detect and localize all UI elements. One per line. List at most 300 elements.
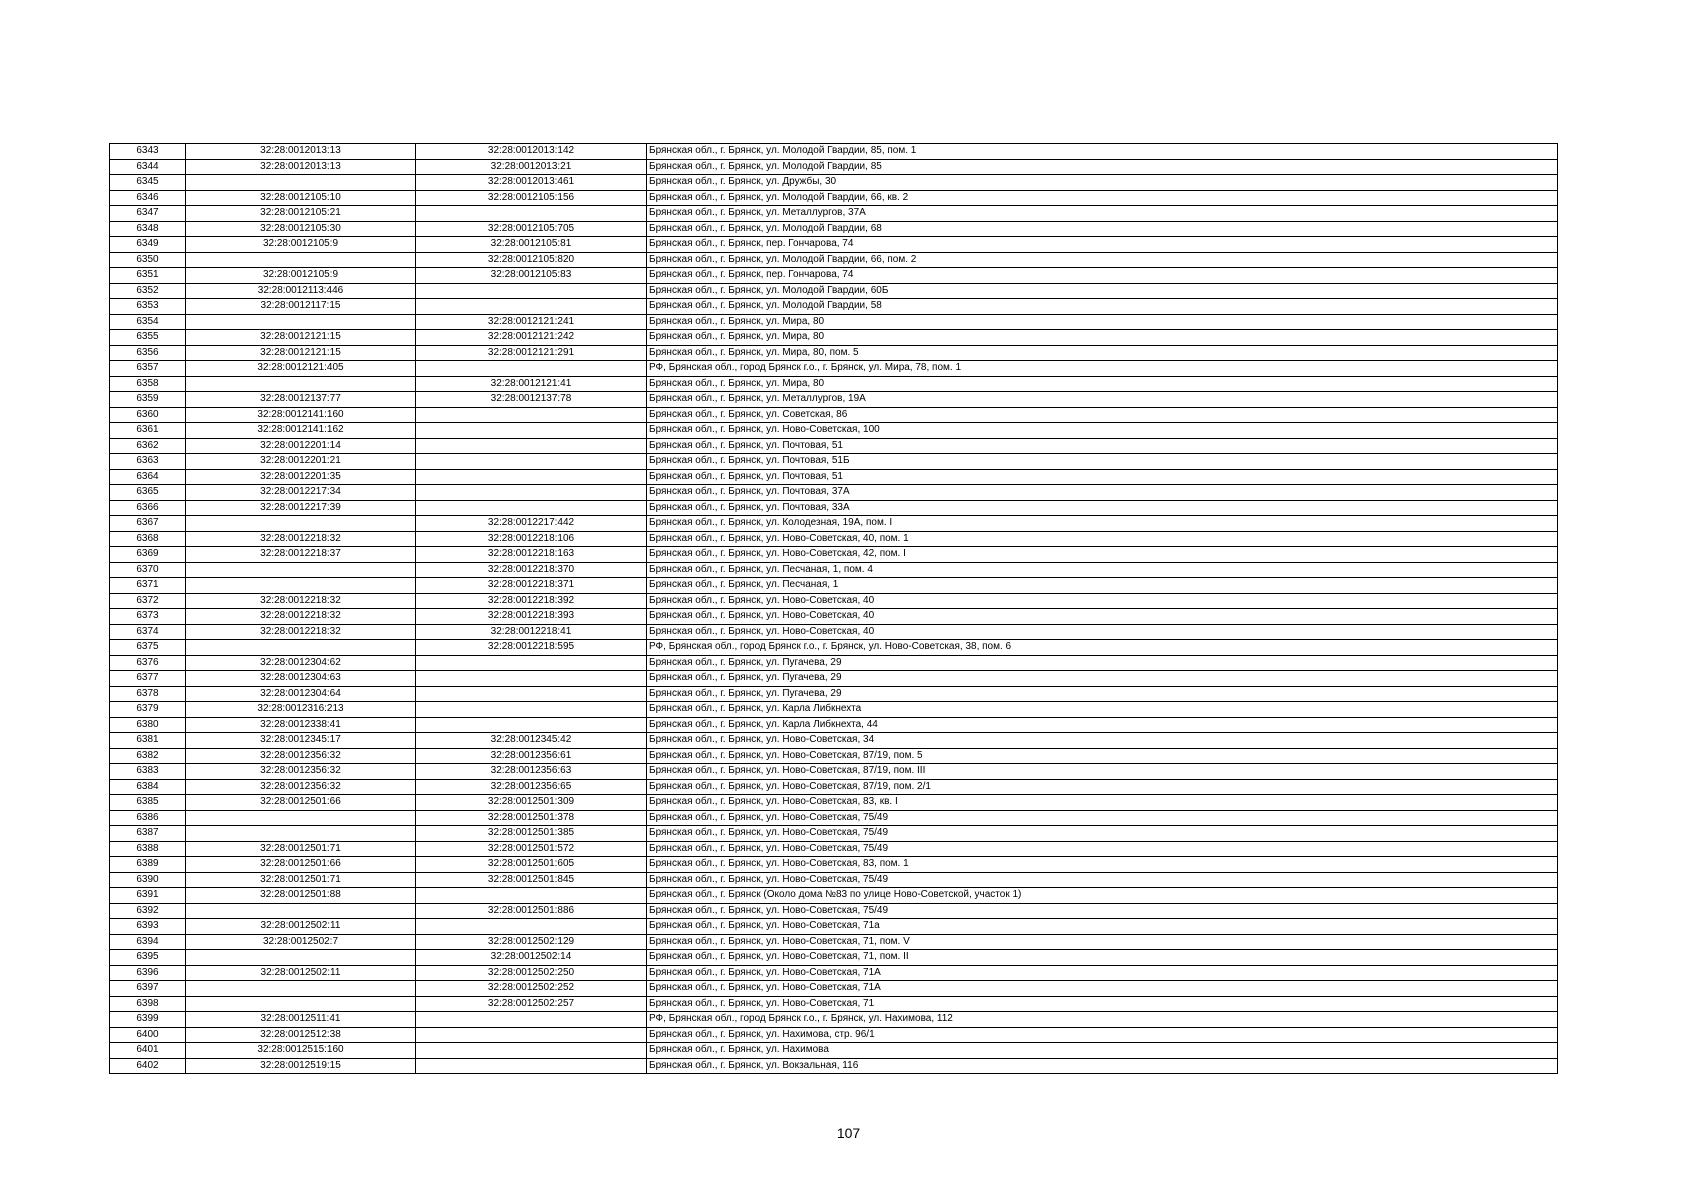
cadastral-number-primary: 32:28:0012515:160 bbox=[186, 1043, 416, 1059]
cadastral-number-primary: 32:28:0012501:66 bbox=[186, 795, 416, 811]
cadastral-number-primary: 32:28:0012121:15 bbox=[186, 330, 416, 346]
cadastral-number-primary: 32:28:0012218:32 bbox=[186, 624, 416, 640]
cadastral-number-primary bbox=[186, 950, 416, 966]
table-row bbox=[110, 996, 1558, 1012]
cadastral-number-secondary: 32:28:0012345:42 bbox=[416, 733, 647, 749]
table-row bbox=[110, 1058, 1558, 1074]
cadastral-number-secondary bbox=[416, 1058, 647, 1074]
table-row bbox=[110, 981, 1558, 997]
cadastral-number-secondary: 32:28:0012217:442 bbox=[416, 516, 647, 532]
address-cell: Брянская обл., г. Брянск, ул. Ново-Советская, 83, пом. 1 bbox=[647, 857, 1558, 873]
cadastral-number-secondary bbox=[416, 717, 647, 733]
cadastral-number-secondary bbox=[416, 361, 647, 377]
cadastral-number-primary: 32:28:0012218:32 bbox=[186, 531, 416, 547]
table-row bbox=[110, 159, 1558, 175]
address-cell: Брянская обл., г. Брянск, ул. Молодой Гвардии, 85 bbox=[647, 159, 1558, 175]
cadastral-number-primary: 32:28:0012304:64 bbox=[186, 686, 416, 702]
address-cell: Брянская обл., г. Брянск, ул. Молодой Гвардии, 66, пом. 2 bbox=[647, 252, 1558, 268]
cadastral-number-primary bbox=[186, 175, 416, 191]
address-cell: Брянская обл., г. Брянск, ул. Советская, 86 bbox=[647, 407, 1558, 423]
cadastral-number-secondary: 32:28:0012501:378 bbox=[416, 810, 647, 826]
address-cell: Брянская обл., г. Брянск, ул. Пугачева, 29 bbox=[647, 655, 1558, 671]
cadastral-number-secondary: 32:28:0012502:250 bbox=[416, 965, 647, 981]
table-row bbox=[110, 283, 1558, 299]
row-number: 6356 bbox=[110, 345, 186, 361]
row-number: 6361 bbox=[110, 423, 186, 439]
cadastral-number-primary bbox=[186, 826, 416, 842]
row-number: 6372 bbox=[110, 593, 186, 609]
address-cell: Брянская обл., г. Брянск, ул. Ново-Советская, 87/19, пом. 2/1 bbox=[647, 779, 1558, 795]
address-cell: Брянская обл., г. Брянск, ул. Нахимова, стр. 96/1 bbox=[647, 1027, 1558, 1043]
cadastral-number-secondary: 32:28:0012502:129 bbox=[416, 934, 647, 950]
cadastral-number-primary: 32:28:0012121:405 bbox=[186, 361, 416, 377]
table-row bbox=[110, 686, 1558, 702]
address-cell: Брянская обл., г. Брянск, ул. Ново-Советская, 40, пом. 1 bbox=[647, 531, 1558, 547]
row-number: 6353 bbox=[110, 299, 186, 315]
cadastral-number-primary: 32:28:0012304:63 bbox=[186, 671, 416, 687]
cadastral-number-secondary: 32:28:0012501:385 bbox=[416, 826, 647, 842]
cadastral-number-secondary: 32:28:0012105:156 bbox=[416, 190, 647, 206]
cadastral-number-secondary: 32:28:0012218:393 bbox=[416, 609, 647, 625]
cadastral-number-secondary: 32:28:0012121:241 bbox=[416, 314, 647, 330]
row-number: 6389 bbox=[110, 857, 186, 873]
row-number: 6349 bbox=[110, 237, 186, 253]
table-row bbox=[110, 376, 1558, 392]
address-cell: Брянская обл., г. Брянск, ул. Ново-Советская, 71 bbox=[647, 996, 1558, 1012]
table-row bbox=[110, 407, 1558, 423]
address-cell: Брянская обл., г. Брянск, ул. Мира, 80 bbox=[647, 376, 1558, 392]
cadastral-number-primary: 32:28:0012201:35 bbox=[186, 469, 416, 485]
row-number: 6350 bbox=[110, 252, 186, 268]
address-cell: Брянская обл., г. Брянск, ул. Карла Либкнехта bbox=[647, 702, 1558, 718]
row-number: 6357 bbox=[110, 361, 186, 377]
cadastral-number-secondary bbox=[416, 702, 647, 718]
row-number: 6379 bbox=[110, 702, 186, 718]
table-row bbox=[110, 562, 1558, 578]
cadastral-number-secondary: 32:28:0012137:78 bbox=[416, 392, 647, 408]
table-row bbox=[110, 206, 1558, 222]
address-cell: Брянская обл., г. Брянск, ул. Ново-Советская, 71А bbox=[647, 965, 1558, 981]
cadastral-number-secondary: 32:28:0012121:41 bbox=[416, 376, 647, 392]
cadastral-number-secondary: 32:28:0012105:81 bbox=[416, 237, 647, 253]
address-cell: Брянская обл., г. Брянск, ул. Дружбы, 30 bbox=[647, 175, 1558, 191]
cadastral-number-secondary: 32:28:0012502:257 bbox=[416, 996, 647, 1012]
cadastral-number-secondary: 32:28:0012105:83 bbox=[416, 268, 647, 284]
table-row bbox=[110, 671, 1558, 687]
cadastral-number-secondary bbox=[416, 686, 647, 702]
address-cell: Брянская обл., г. Брянск, ул. Ново-Советская, 87/19, пом. 5 bbox=[647, 748, 1558, 764]
address-cell: Брянская обл., г. Брянск, ул. Ново-Советская, 71, пом. II bbox=[647, 950, 1558, 966]
address-cell: Брянская обл., г. Брянск, ул. Почтовая, 37А bbox=[647, 485, 1558, 501]
address-cell: Брянская обл., г. Брянск, ул. Пугачева, 29 bbox=[647, 671, 1558, 687]
row-number: 6388 bbox=[110, 841, 186, 857]
table-row bbox=[110, 237, 1558, 253]
table-row bbox=[110, 934, 1558, 950]
table-row bbox=[110, 950, 1558, 966]
row-number: 6390 bbox=[110, 872, 186, 888]
table-row bbox=[110, 795, 1558, 811]
row-number: 6364 bbox=[110, 469, 186, 485]
address-cell: Брянская обл., г. Брянск, ул. Ново-Советская, 40 bbox=[647, 609, 1558, 625]
cadastral-number-primary: 32:28:0012105:21 bbox=[186, 206, 416, 222]
address-cell: Брянская обл., г. Брянск, пер. Гончарова, 74 bbox=[647, 268, 1558, 284]
registry-table bbox=[109, 143, 1558, 1074]
table-row bbox=[110, 454, 1558, 470]
address-cell: Брянская обл., г. Брянск, ул. Колодезная, 19А, пом. I bbox=[647, 516, 1558, 532]
table-row bbox=[110, 903, 1558, 919]
row-number: 6354 bbox=[110, 314, 186, 330]
row-number: 6362 bbox=[110, 438, 186, 454]
cadastral-number-secondary: 32:28:0012105:705 bbox=[416, 221, 647, 237]
address-cell: Брянская обл., г. Брянск, ул. Мира, 80, пом. 5 bbox=[647, 345, 1558, 361]
cadastral-number-primary: 32:28:0012356:32 bbox=[186, 764, 416, 780]
row-number: 6395 bbox=[110, 950, 186, 966]
row-number: 6358 bbox=[110, 376, 186, 392]
table-row bbox=[110, 144, 1558, 160]
cadastral-number-primary bbox=[186, 376, 416, 392]
table-row bbox=[110, 485, 1558, 501]
address-cell: Брянская обл., г. Брянск, ул. Молодой Гвардии, 68 bbox=[647, 221, 1558, 237]
table-row bbox=[110, 221, 1558, 237]
table-row bbox=[110, 872, 1558, 888]
table-row bbox=[110, 764, 1558, 780]
address-cell: Брянская обл., г. Брянск, ул. Ново-Советская, 71А bbox=[647, 981, 1558, 997]
address-cell: Брянская обл., г. Брянск, ул. Молодой Гвардии, 58 bbox=[647, 299, 1558, 315]
table-row bbox=[110, 810, 1558, 826]
cadastral-number-primary bbox=[186, 578, 416, 594]
cadastral-number-primary: 32:28:0012141:162 bbox=[186, 423, 416, 439]
table-row bbox=[110, 655, 1558, 671]
cadastral-number-primary bbox=[186, 810, 416, 826]
address-cell: Брянская обл., г. Брянск, ул. Почтовая, 33А bbox=[647, 500, 1558, 516]
cadastral-number-primary bbox=[186, 252, 416, 268]
table-row bbox=[110, 531, 1558, 547]
cadastral-number-secondary: 32:28:0012356:65 bbox=[416, 779, 647, 795]
cadastral-number-primary: 32:28:0012501:71 bbox=[186, 841, 416, 857]
table-row bbox=[110, 345, 1558, 361]
cadastral-number-secondary: 32:28:0012218:106 bbox=[416, 531, 647, 547]
address-cell: Брянская обл., г. Брянск, ул. Ново-Советская, 34 bbox=[647, 733, 1558, 749]
cadastral-number-primary bbox=[186, 516, 416, 532]
table-row bbox=[110, 500, 1558, 516]
row-number: 6369 bbox=[110, 547, 186, 563]
table-body bbox=[110, 144, 1558, 1074]
table-row bbox=[110, 1012, 1558, 1028]
cadastral-number-secondary bbox=[416, 206, 647, 222]
cadastral-number-secondary bbox=[416, 299, 647, 315]
address-cell: Брянская обл., г. Брянск, ул. Ново-Советская, 42, пом. I bbox=[647, 547, 1558, 563]
row-number: 6383 bbox=[110, 764, 186, 780]
row-number: 6367 bbox=[110, 516, 186, 532]
cadastral-number-secondary: 32:28:0012013:21 bbox=[416, 159, 647, 175]
cadastral-number-secondary bbox=[416, 283, 647, 299]
row-number: 6348 bbox=[110, 221, 186, 237]
address-cell: Брянская обл., г. Брянск, ул. Ново-Советская, 40 bbox=[647, 593, 1558, 609]
table-row bbox=[110, 190, 1558, 206]
row-number: 6394 bbox=[110, 934, 186, 950]
cadastral-number-primary: 32:28:0012502:7 bbox=[186, 934, 416, 950]
cadastral-number-secondary: 32:28:0012501:845 bbox=[416, 872, 647, 888]
table-row bbox=[110, 438, 1558, 454]
row-number: 6359 bbox=[110, 392, 186, 408]
cadastral-number-secondary: 32:28:0012218:371 bbox=[416, 578, 647, 594]
cadastral-number-primary: 32:28:0012519:15 bbox=[186, 1058, 416, 1074]
table-row bbox=[110, 717, 1558, 733]
cadastral-number-primary: 32:28:0012511:41 bbox=[186, 1012, 416, 1028]
cadastral-number-secondary: 32:28:0012218:41 bbox=[416, 624, 647, 640]
cadastral-number-secondary: 32:28:0012121:291 bbox=[416, 345, 647, 361]
table-row bbox=[110, 268, 1558, 284]
row-number: 6345 bbox=[110, 175, 186, 191]
cadastral-number-secondary bbox=[416, 919, 647, 935]
address-cell: Брянская обл., г. Брянск, ул. Вокзальная, 116 bbox=[647, 1058, 1558, 1074]
row-number: 6401 bbox=[110, 1043, 186, 1059]
table-row bbox=[110, 1027, 1558, 1043]
row-number: 6397 bbox=[110, 981, 186, 997]
row-number: 6370 bbox=[110, 562, 186, 578]
cadastral-number-secondary: 32:28:0012356:61 bbox=[416, 748, 647, 764]
cadastral-number-secondary: 32:28:0012501:886 bbox=[416, 903, 647, 919]
cadastral-number-primary: 32:28:0012201:14 bbox=[186, 438, 416, 454]
table-row bbox=[110, 330, 1558, 346]
cadastral-number-primary: 32:28:0012502:11 bbox=[186, 965, 416, 981]
row-number: 6382 bbox=[110, 748, 186, 764]
cadastral-number-secondary bbox=[416, 438, 647, 454]
page-number: 107 bbox=[836, 1125, 861, 1141]
address-cell: Брянская обл., г. Брянск, ул. Карла Либкнехта, 44 bbox=[647, 717, 1558, 733]
row-number: 6371 bbox=[110, 578, 186, 594]
table-row bbox=[110, 423, 1558, 439]
row-number: 6365 bbox=[110, 485, 186, 501]
row-number: 6381 bbox=[110, 733, 186, 749]
cadastral-number-secondary: 32:28:0012356:63 bbox=[416, 764, 647, 780]
row-number: 6373 bbox=[110, 609, 186, 625]
cadastral-number-secondary: 32:28:0012502:252 bbox=[416, 981, 647, 997]
cadastral-number-primary: 32:28:0012117:15 bbox=[186, 299, 416, 315]
cadastral-number-secondary: 32:28:0012218:370 bbox=[416, 562, 647, 578]
address-cell: РФ, Брянская обл., город Брянск г.о., г. Брянск, ул. Мира, 78, пом. 1 bbox=[647, 361, 1558, 377]
cadastral-number-secondary bbox=[416, 423, 647, 439]
address-cell: РФ, Брянская обл., город Брянск г.о., г. Брянск, ул. Нахимова, 112 bbox=[647, 1012, 1558, 1028]
address-cell: Брянская обл., г. Брянск, ул. Песчаная, 1, пом. 4 bbox=[647, 562, 1558, 578]
table-row bbox=[110, 702, 1558, 718]
row-number: 6386 bbox=[110, 810, 186, 826]
row-number: 6387 bbox=[110, 826, 186, 842]
row-number: 6360 bbox=[110, 407, 186, 423]
row-number: 6391 bbox=[110, 888, 186, 904]
cadastral-number-primary: 32:28:0012113:446 bbox=[186, 283, 416, 299]
table-row bbox=[110, 578, 1558, 594]
table-row bbox=[110, 965, 1558, 981]
row-number: 6375 bbox=[110, 640, 186, 656]
row-number: 6392 bbox=[110, 903, 186, 919]
cadastral-number-primary: 32:28:0012502:11 bbox=[186, 919, 416, 935]
row-number: 6385 bbox=[110, 795, 186, 811]
row-number: 6346 bbox=[110, 190, 186, 206]
cadastral-number-secondary: 32:28:0012218:392 bbox=[416, 593, 647, 609]
cadastral-number-primary bbox=[186, 640, 416, 656]
cadastral-number-secondary: 32:28:0012013:142 bbox=[416, 144, 647, 160]
row-number: 6393 bbox=[110, 919, 186, 935]
cadastral-number-primary: 32:28:0012201:21 bbox=[186, 454, 416, 470]
address-cell: Брянская обл., г. Брянск, ул. Ново-Советская, 71, пом. V bbox=[647, 934, 1558, 950]
cadastral-number-primary: 32:28:0012013:13 bbox=[186, 144, 416, 160]
row-number: 6396 bbox=[110, 965, 186, 981]
cadastral-number-primary: 32:28:0012141:160 bbox=[186, 407, 416, 423]
row-number: 6377 bbox=[110, 671, 186, 687]
table-row bbox=[110, 314, 1558, 330]
cadastral-number-secondary bbox=[416, 1027, 647, 1043]
row-number: 6343 bbox=[110, 144, 186, 160]
address-cell: Брянская обл., г. Брянск, ул. Мира, 80 bbox=[647, 330, 1558, 346]
address-cell: Брянская обл., г. Брянск, ул. Почтовая, 51 bbox=[647, 469, 1558, 485]
address-cell: Брянская обл., г. Брянск, ул. Мира, 80 bbox=[647, 314, 1558, 330]
row-number: 6352 bbox=[110, 283, 186, 299]
row-number: 6402 bbox=[110, 1058, 186, 1074]
row-number: 6363 bbox=[110, 454, 186, 470]
table-row bbox=[110, 888, 1558, 904]
address-cell: Брянская обл., г. Брянск, ул. Ново-Советская, 75/49 bbox=[647, 810, 1558, 826]
address-cell: РФ, Брянская обл., город Брянск г.о., г. Брянск, ул. Ново-Советская, 38, пом. 6 bbox=[647, 640, 1558, 656]
cadastral-number-secondary: 32:28:0012218:163 bbox=[416, 547, 647, 563]
cadastral-number-secondary: 32:28:0012502:14 bbox=[416, 950, 647, 966]
cadastral-number-primary: 32:28:0012345:17 bbox=[186, 733, 416, 749]
row-number: 6351 bbox=[110, 268, 186, 284]
table-row bbox=[110, 547, 1558, 563]
address-cell: Брянская обл., г. Брянск, ул. Ново-Советская, 40 bbox=[647, 624, 1558, 640]
table-row bbox=[110, 1043, 1558, 1059]
table-row bbox=[110, 516, 1558, 532]
cadastral-number-secondary: 32:28:0012501:309 bbox=[416, 795, 647, 811]
cadastral-number-secondary: 32:28:0012013:461 bbox=[416, 175, 647, 191]
address-cell: Брянская обл., г. Брянск, ул. Молодой Гвардии, 66, кв. 2 bbox=[647, 190, 1558, 206]
cadastral-number-secondary bbox=[416, 671, 647, 687]
address-cell: Брянская обл., г. Брянск, ул. Ново-Советская, 75/49 bbox=[647, 872, 1558, 888]
cadastral-number-primary: 32:28:0012217:34 bbox=[186, 485, 416, 501]
table-row bbox=[110, 392, 1558, 408]
address-cell: Брянская обл., г. Брянск, ул. Ново-Советская, 75/49 bbox=[647, 826, 1558, 842]
cadastral-number-primary: 32:28:0012217:39 bbox=[186, 500, 416, 516]
cadastral-number-secondary: 32:28:0012218:595 bbox=[416, 640, 647, 656]
table-row bbox=[110, 826, 1558, 842]
cadastral-number-secondary bbox=[416, 1043, 647, 1059]
row-number: 6374 bbox=[110, 624, 186, 640]
cadastral-number-primary: 32:28:0012121:15 bbox=[186, 345, 416, 361]
address-cell: Брянская обл., г. Брянск, ул. Почтовая, 51 bbox=[647, 438, 1558, 454]
cadastral-number-primary: 32:28:0012105:30 bbox=[186, 221, 416, 237]
address-cell: Брянская обл., г. Брянск, пер. Гончарова, 74 bbox=[647, 237, 1558, 253]
cadastral-number-primary: 32:28:0012501:66 bbox=[186, 857, 416, 873]
table-row bbox=[110, 361, 1558, 377]
row-number: 6398 bbox=[110, 996, 186, 1012]
cadastral-number-primary: 32:28:0012137:77 bbox=[186, 392, 416, 408]
cadastral-number-secondary: 32:28:0012105:820 bbox=[416, 252, 647, 268]
row-number: 6347 bbox=[110, 206, 186, 222]
address-cell: Брянская обл., г. Брянск, ул. Молодой Гвардии, 85, пом. 1 bbox=[647, 144, 1558, 160]
cadastral-number-secondary bbox=[416, 888, 647, 904]
cadastral-number-primary bbox=[186, 314, 416, 330]
address-cell: Брянская обл., г. Брянск, ул. Ново-Советская, 71а bbox=[647, 919, 1558, 935]
cadastral-number-primary: 32:28:0012105:9 bbox=[186, 268, 416, 284]
address-cell: Брянская обл., г. Брянск, ул. Металлургов, 37А bbox=[647, 206, 1558, 222]
address-cell: Брянская обл., г. Брянск, ул. Ново-Советская, 87/19, пом. III bbox=[647, 764, 1558, 780]
table-row bbox=[110, 609, 1558, 625]
cadastral-number-secondary bbox=[416, 1012, 647, 1028]
table-row bbox=[110, 841, 1558, 857]
cadastral-number-primary bbox=[186, 996, 416, 1012]
cadastral-number-primary: 32:28:0012304:62 bbox=[186, 655, 416, 671]
address-cell: Брянская обл., г. Брянск, ул. Ново-Советская, 75/49 bbox=[647, 903, 1558, 919]
cadastral-number-secondary bbox=[416, 485, 647, 501]
row-number: 6380 bbox=[110, 717, 186, 733]
table-row bbox=[110, 733, 1558, 749]
address-cell: Брянская обл., г. Брянск, ул. Нахимова bbox=[647, 1043, 1558, 1059]
cadastral-number-primary: 32:28:0012338:41 bbox=[186, 717, 416, 733]
cadastral-number-primary: 32:28:0012013:13 bbox=[186, 159, 416, 175]
row-number: 6366 bbox=[110, 500, 186, 516]
cadastral-number-primary: 32:28:0012218:32 bbox=[186, 593, 416, 609]
row-number: 6355 bbox=[110, 330, 186, 346]
address-cell: Брянская обл., г. Брянск (Около дома №83 по улице Ново-Советской, участок 1) bbox=[647, 888, 1558, 904]
cadastral-number-primary: 32:28:0012356:32 bbox=[186, 779, 416, 795]
table-row bbox=[110, 175, 1558, 191]
row-number: 6399 bbox=[110, 1012, 186, 1028]
table-row bbox=[110, 857, 1558, 873]
address-cell: Брянская обл., г. Брянск, ул. Пугачева, 29 bbox=[647, 686, 1558, 702]
table-row bbox=[110, 919, 1558, 935]
row-number: 6400 bbox=[110, 1027, 186, 1043]
address-cell: Брянская обл., г. Брянск, ул. Металлургов, 19А bbox=[647, 392, 1558, 408]
cadastral-number-secondary: 32:28:0012121:242 bbox=[416, 330, 647, 346]
cadastral-number-primary: 32:28:0012501:88 bbox=[186, 888, 416, 904]
row-number: 6384 bbox=[110, 779, 186, 795]
cadastral-number-secondary bbox=[416, 655, 647, 671]
cadastral-number-primary: 32:28:0012218:32 bbox=[186, 609, 416, 625]
cadastral-number-primary: 32:28:0012501:71 bbox=[186, 872, 416, 888]
row-number: 6378 bbox=[110, 686, 186, 702]
cadastral-number-primary: 32:28:0012316:213 bbox=[186, 702, 416, 718]
address-cell: Брянская обл., г. Брянск, ул. Песчаная, 1 bbox=[647, 578, 1558, 594]
table-row bbox=[110, 252, 1558, 268]
row-number: 6368 bbox=[110, 531, 186, 547]
row-number: 6344 bbox=[110, 159, 186, 175]
cadastral-number-secondary bbox=[416, 407, 647, 423]
cadastral-number-secondary: 32:28:0012501:572 bbox=[416, 841, 647, 857]
address-cell: Брянская обл., г. Брянск, ул. Ново-Советская, 75/49 bbox=[647, 841, 1558, 857]
address-cell: Брянская обл., г. Брянск, ул. Молодой Гвардии, 60Б bbox=[647, 283, 1558, 299]
table-row bbox=[110, 779, 1558, 795]
cadastral-number-primary: 32:28:0012105:10 bbox=[186, 190, 416, 206]
address-cell: Брянская обл., г. Брянск, ул. Ново-Советская, 83, кв. I bbox=[647, 795, 1558, 811]
table-row bbox=[110, 469, 1558, 485]
cadastral-number-secondary bbox=[416, 454, 647, 470]
cadastral-number-secondary bbox=[416, 500, 647, 516]
address-cell: Брянская обл., г. Брянск, ул. Ново-Советская, 100 bbox=[647, 423, 1558, 439]
address-cell: Брянская обл., г. Брянск, ул. Почтовая, 51Б bbox=[647, 454, 1558, 470]
cadastral-number-primary: 32:28:0012356:32 bbox=[186, 748, 416, 764]
table-row bbox=[110, 640, 1558, 656]
table-row bbox=[110, 593, 1558, 609]
row-number: 6376 bbox=[110, 655, 186, 671]
table-row bbox=[110, 624, 1558, 640]
cadastral-number-primary bbox=[186, 903, 416, 919]
cadastral-number-primary: 32:28:0012105:9 bbox=[186, 237, 416, 253]
cadastral-number-primary: 32:28:0012512:38 bbox=[186, 1027, 416, 1043]
table-row bbox=[110, 748, 1558, 764]
cadastral-number-primary: 32:28:0012218:37 bbox=[186, 547, 416, 563]
cadastral-number-primary bbox=[186, 981, 416, 997]
cadastral-number-secondary bbox=[416, 469, 647, 485]
